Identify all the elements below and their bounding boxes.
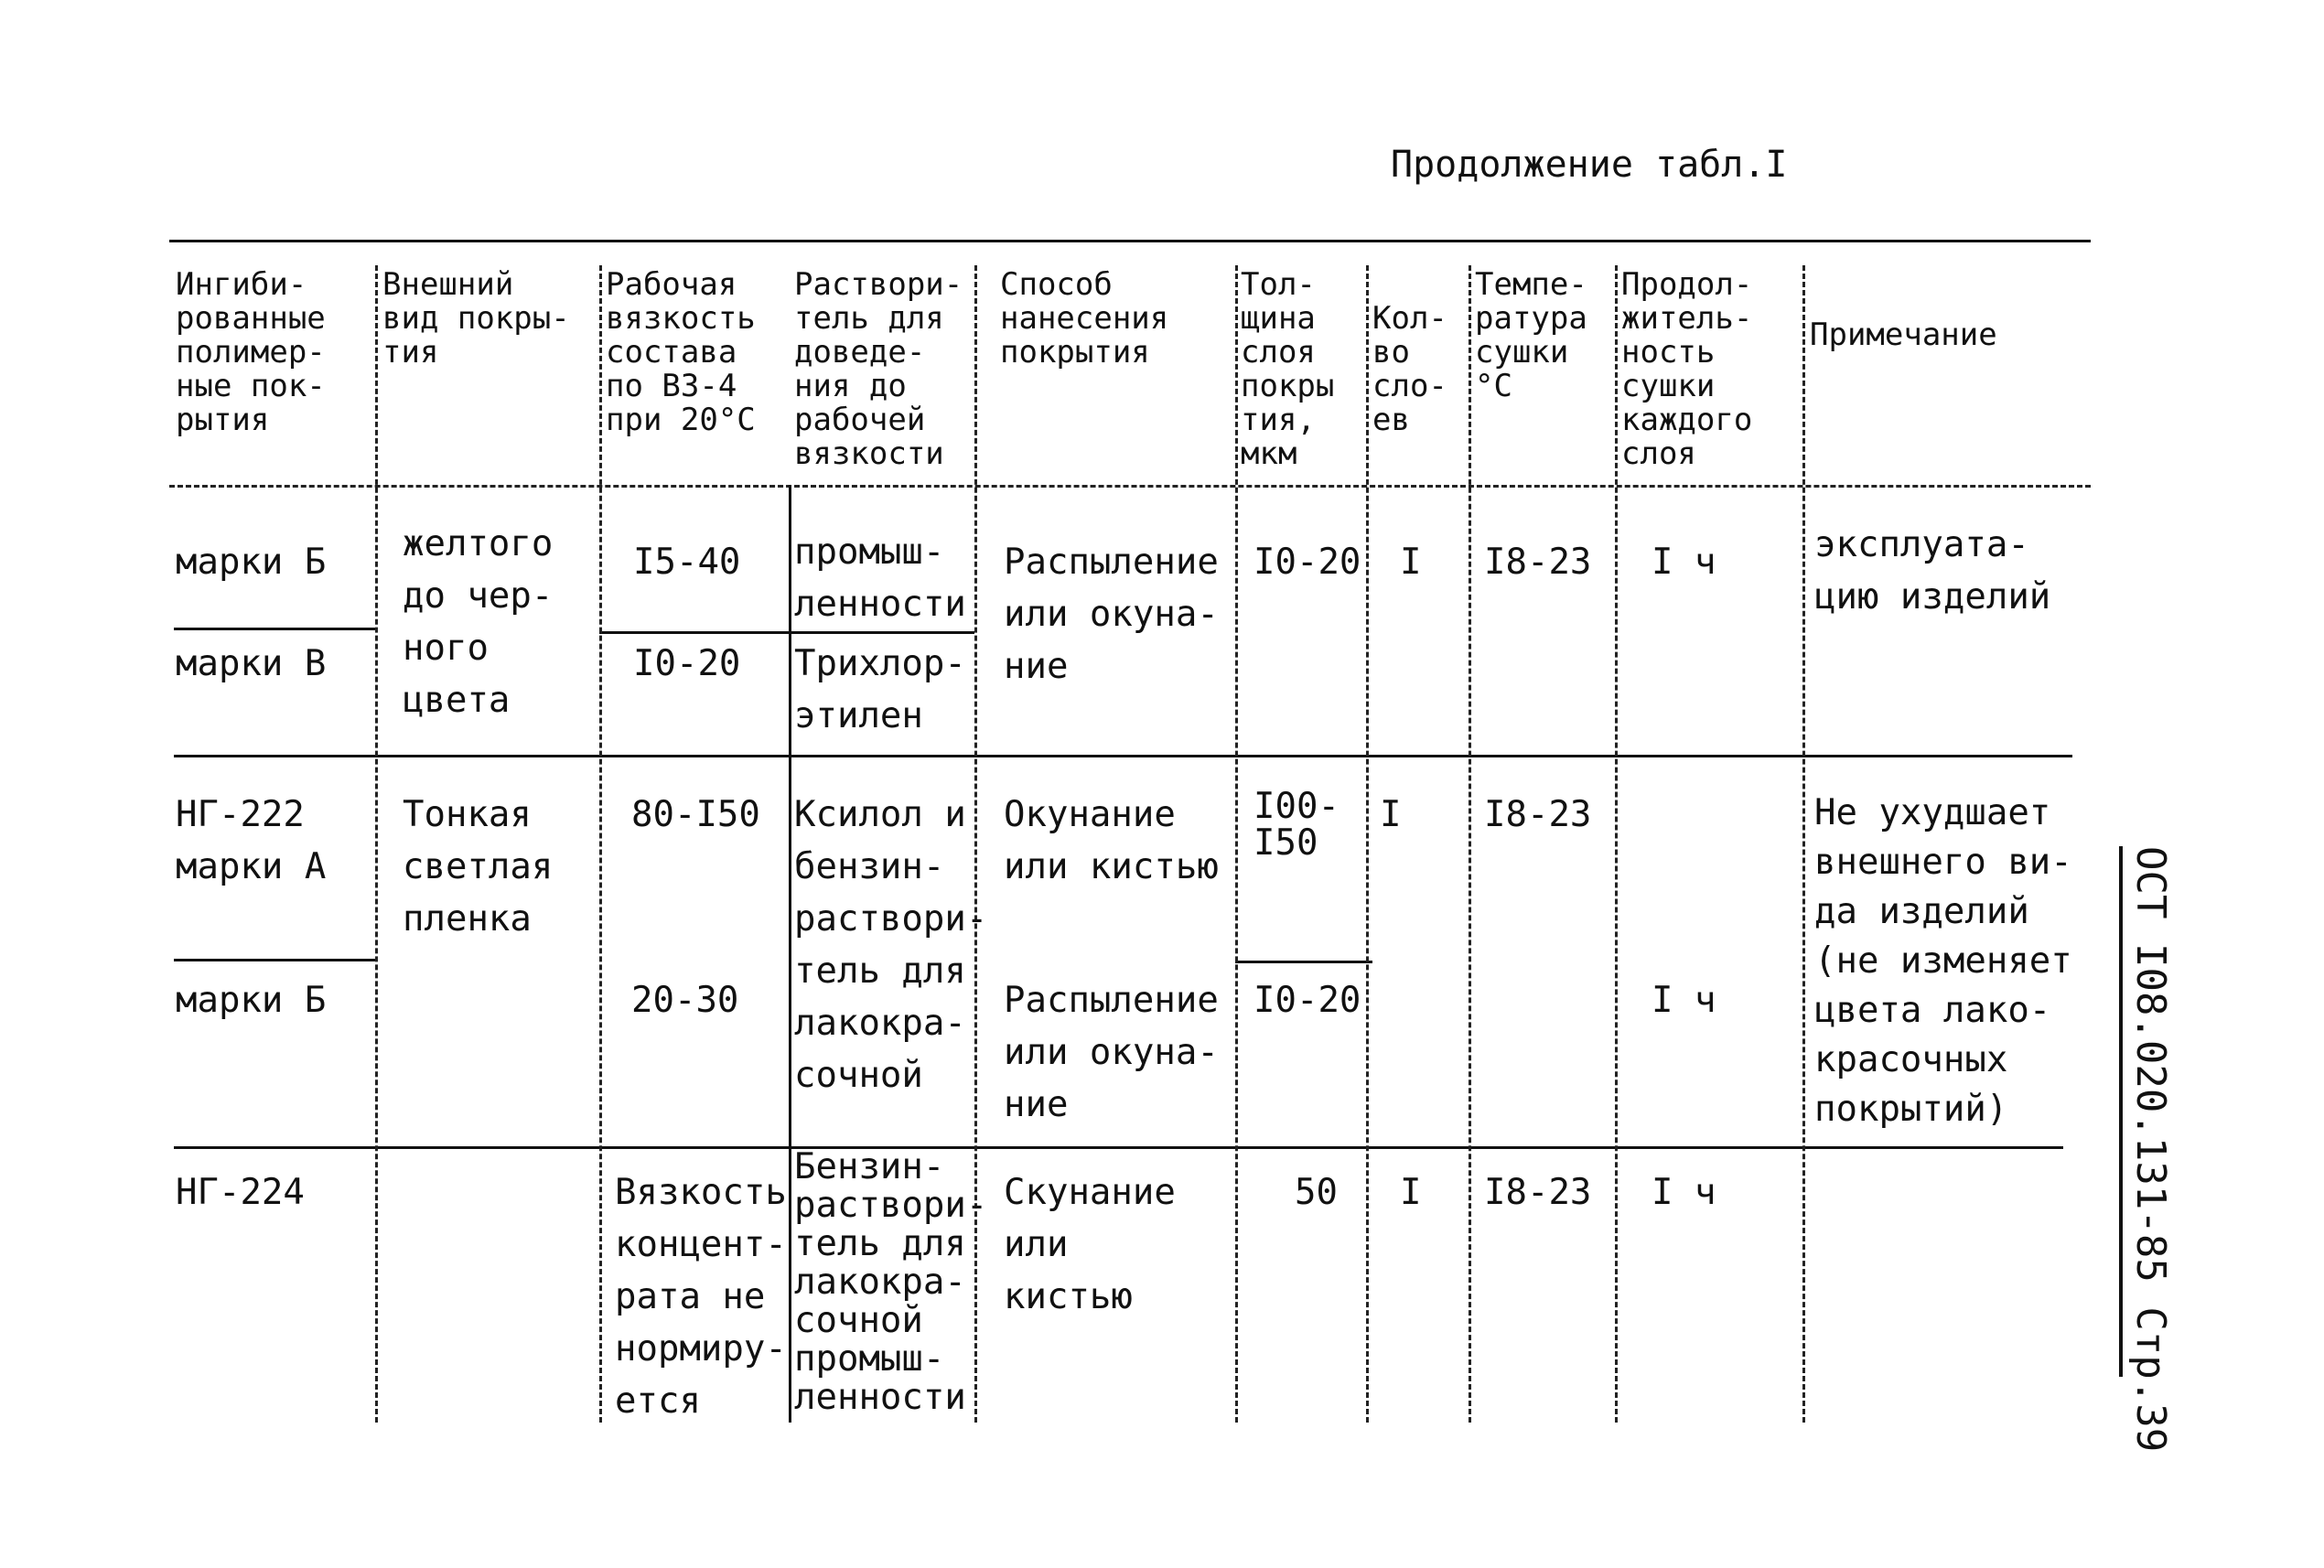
col-divider-6 [1366,265,1369,1423]
coating-name: марки Б [176,542,327,583]
method-cell: Скунание или кистью [1004,1172,1176,1317]
method-cell: Окунание или кистью [1004,794,1219,887]
col-divider-3 [789,485,791,1423]
thickness-cell: 50 [1295,1172,1338,1213]
note-cell: эксплуата- цию изделий [1814,524,2051,618]
viscosity-cell: I0-20 [633,643,741,684]
thickness-cell: I00- I50 [1253,786,1340,864]
duration-cell: I ч [1652,1172,1716,1213]
coating-name: НГ-222 марки А [176,794,327,887]
col-divider-9 [1802,265,1805,1423]
header-viscosity: Рабочая вязкость состава по ВЗ-4 при 20°С [606,266,756,438]
header-thickness: Тол- щина слоя покры тия, мкм [1241,266,1335,472]
header-temperature: Темпе- ратура сушки °С [1475,266,1587,404]
continuation-title: Продолжение табл.I [1391,144,1788,186]
solvent-cell: Ксилол и бензин- раствори- тель для лакокра- сочной [794,794,988,1096]
temperature-cell: I8-23 [1484,1172,1592,1213]
header-note: Примечание [1810,317,1997,353]
header-solvent: Раствори- тель для доведе- ния до рабочей вязкости [794,266,963,472]
layers-cell: I [1380,794,1402,835]
duration-cell: I ч [1652,980,1716,1021]
section1-bottom-border [174,755,2072,757]
note-cell: Не ухудшает внешнего ви- да изделий (не изменяет цвета лако- красочных покрытий) [1814,792,2072,1130]
col-divider-8 [1615,265,1618,1423]
appearance-cell: Тонкая светлая пленка [403,794,554,940]
viscosity-cell: 80-I50 [631,794,760,835]
solvent-cell: Трихлор- этилен [794,643,966,736]
col-divider-1 [375,265,378,1423]
layers-cell: I [1400,1172,1422,1213]
thickness-cell: I0-20 [1253,542,1361,583]
header-method: Способ нанесения покрытия [1000,266,1169,371]
header-duration: Продол- житель- ность сушки каждого слоя [1621,266,1753,472]
solvent-cell: промыш- ленности [794,532,966,625]
viscosity-cell: Вязкость концент- рата не нормиру- ется [615,1172,787,1422]
appearance-cell: желтого до чер- ного цвета [403,523,554,721]
header-appearance: Внешний вид покры- тия [382,266,570,371]
section2-bottom-border [174,1146,2063,1149]
solvent-cell: Бензин- раствори- тель для лакокра- сочной промыш- ленности [794,1146,988,1418]
header-coating: Ингиби- рованные полимер- ные пок- рытия [176,266,326,438]
document-code-stamp: ОСТ I08.020.131-85 Стр.39 [2119,846,2174,1377]
temperature-cell: I8-23 [1484,794,1592,835]
col-divider-2 [599,265,602,1423]
coating-name: НГ-224 [176,1172,305,1213]
coating-name: марки В [176,643,327,684]
col-divider-5 [1235,265,1238,1423]
row-divider-b-v-2 [599,631,974,634]
row-divider-b-v [174,628,375,630]
method-cell: Распыление или окуна- ние [1004,542,1219,687]
header-layers: Кол- во сло- ев [1372,300,1447,438]
thickness-cell: I0-20 [1253,980,1361,1021]
viscosity-cell: 20-30 [631,980,739,1021]
viscosity-cell: I5-40 [633,542,741,583]
table-top-border [169,240,2091,242]
row-divider-a-b [174,959,375,961]
temperature-cell: I8-23 [1484,542,1592,583]
row-divider-a-b-2 [1235,961,1372,963]
layers-cell: I [1400,542,1422,583]
duration-cell: I ч [1652,542,1716,583]
coating-name: марки Б [176,980,327,1021]
col-divider-7 [1469,265,1471,1423]
method-cell: Распыление или окуна- ние [1004,980,1219,1125]
